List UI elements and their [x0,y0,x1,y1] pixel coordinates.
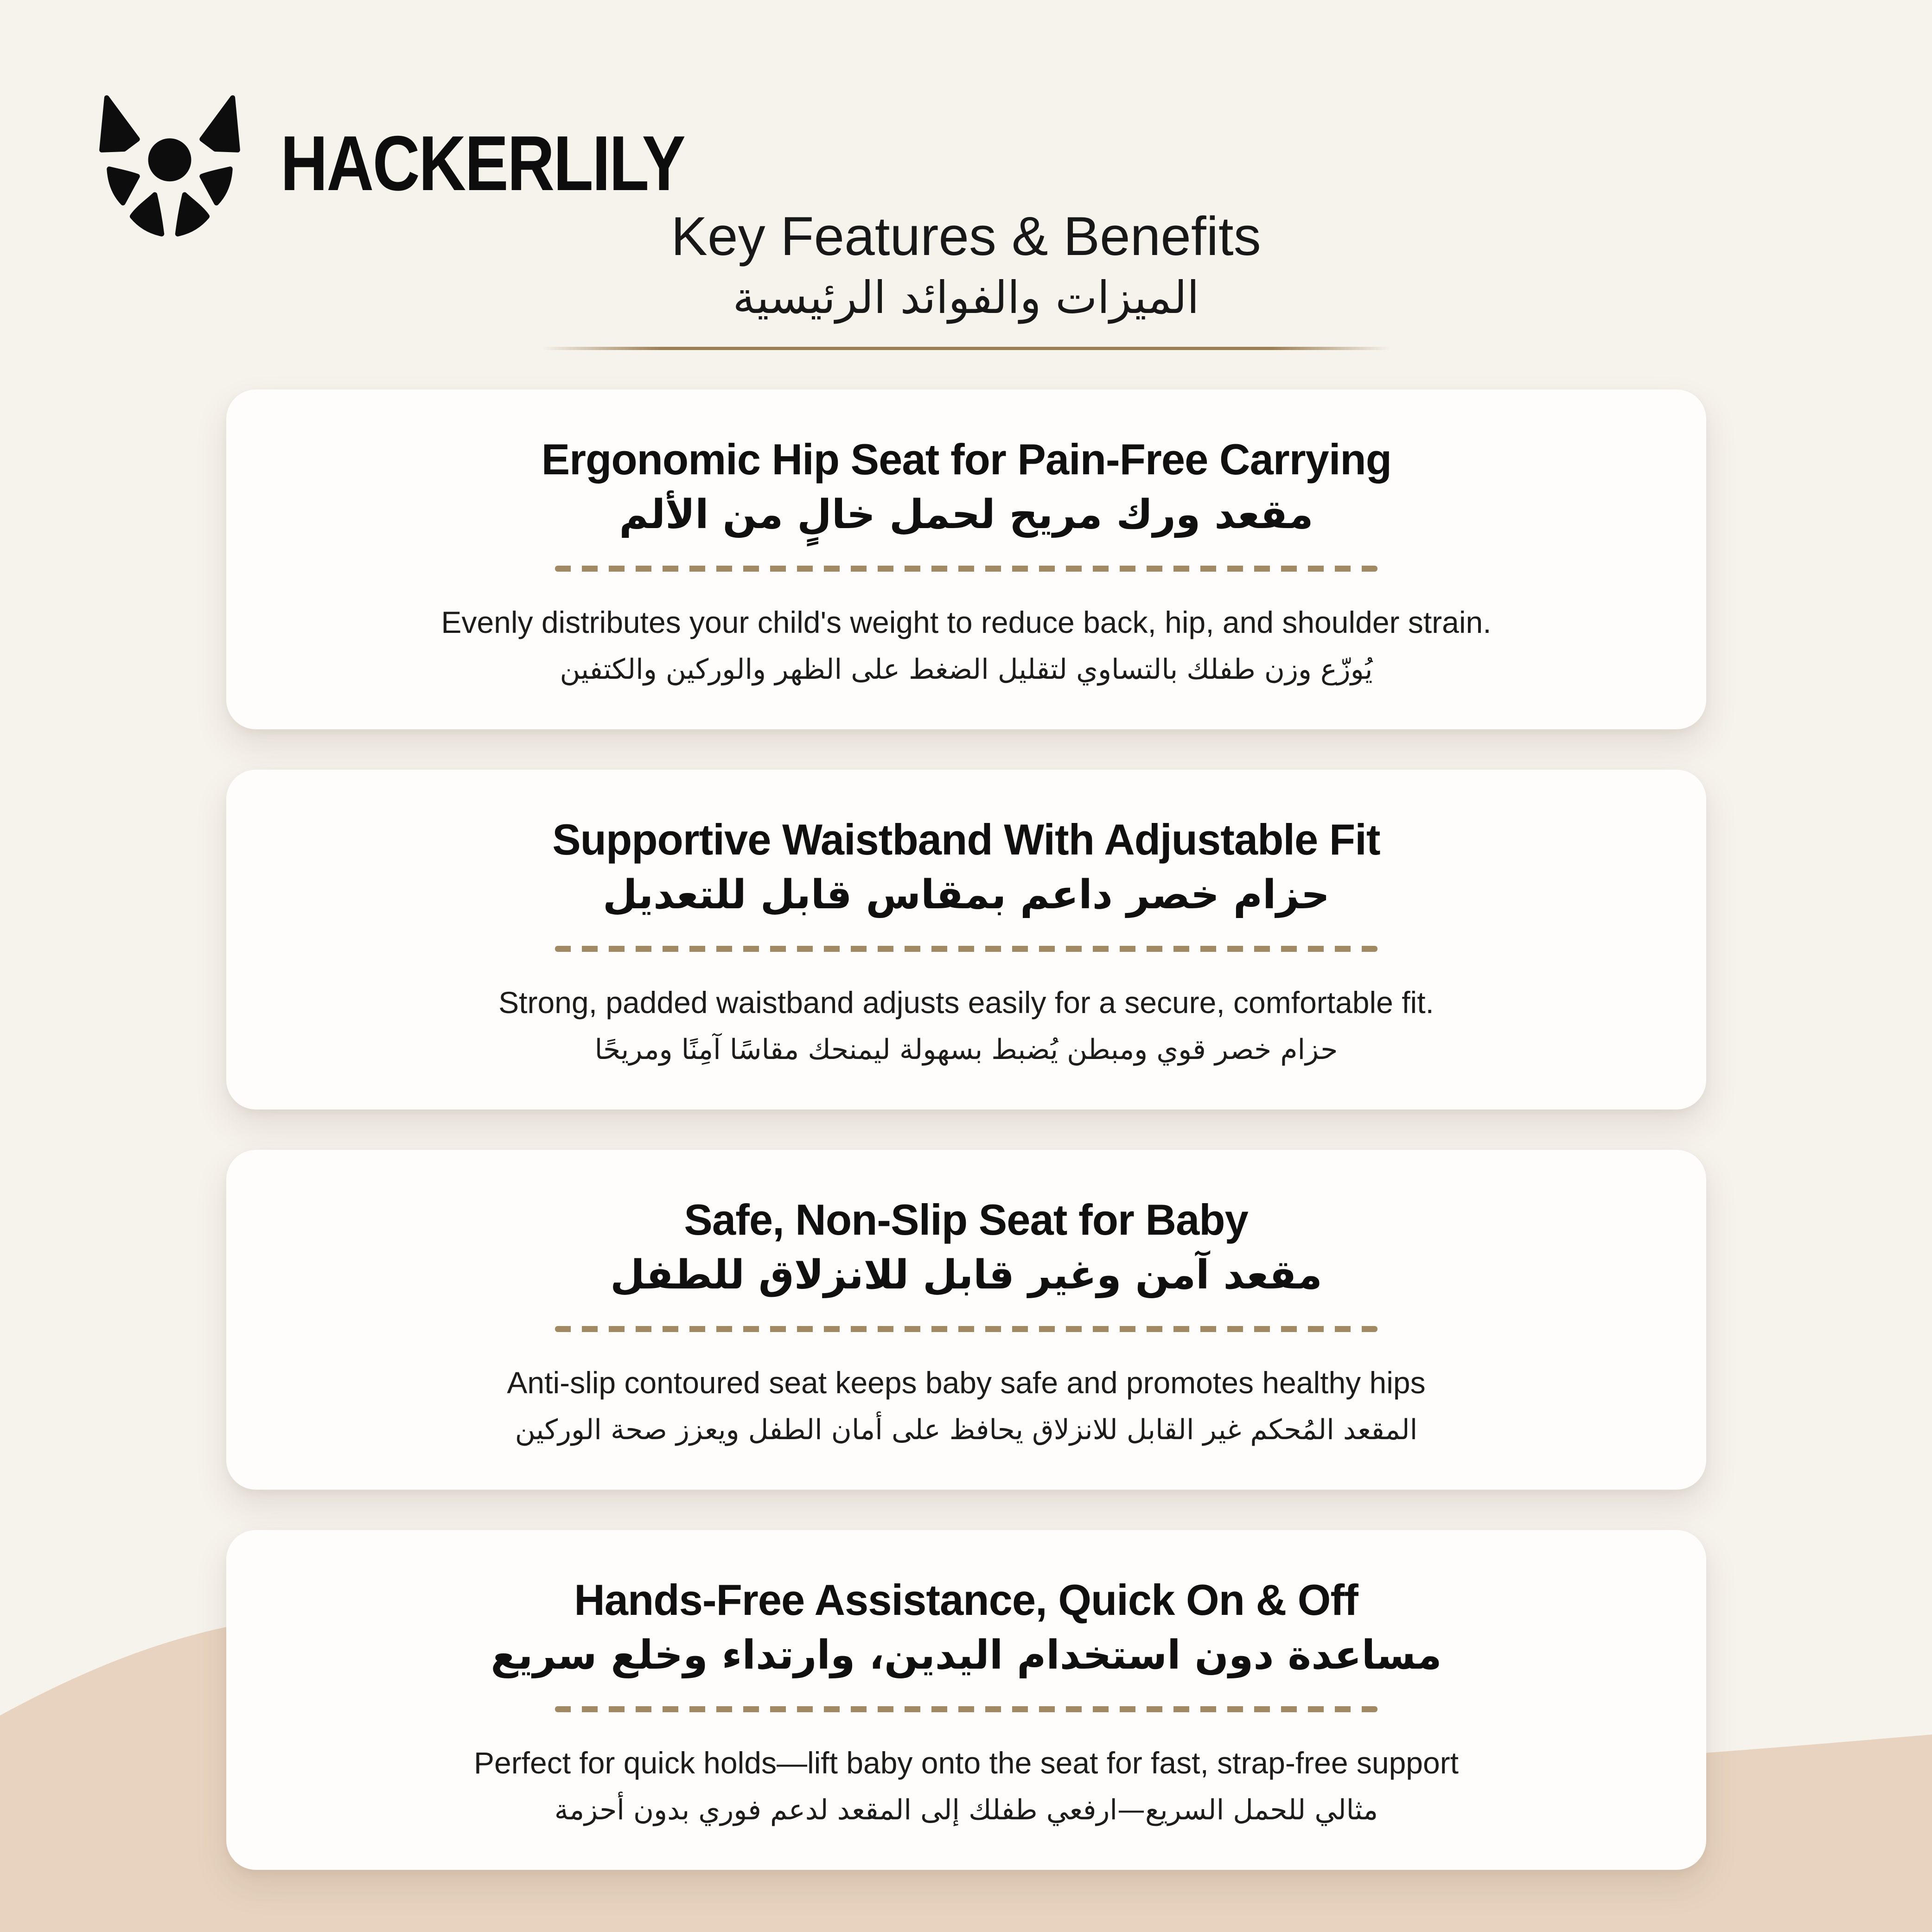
brand-wordmark: HACKERLILY [281,119,685,207]
card-title-en: Hands-Free Assistance, Quick On & Off [574,1575,1358,1624]
page-title-en: Key Features & Benefits [671,206,1261,267]
feature-card-supportive-waistband [226,770,1706,1109]
card-body-ar: حزام خصر قوي ومبطن يُضبط بسهولة ليمنحك مقاسًا آمِنًا ومريحًا [594,1033,1338,1066]
card-body-ar: مثالي للحمل السريع—ارفعي طفلك إلى المقعد لدعم فوري بدون أحزمة [554,1793,1378,1826]
card-body-en: Perfect for quick holds—lift baby onto the seat for fast, strap-free support [473,1746,1459,1780]
page-title-ar: الميزات والفوائد الرئيسية [733,272,1199,324]
card-body-en: Anti-slip contoured seat keeps baby safe and promotes healthy hips [507,1365,1426,1400]
feature-card-hands-free [226,1530,1706,1870]
dashed-divider [555,946,1377,952]
dashed-divider [555,1706,1377,1712]
feature-card-non-slip-seat [226,1150,1706,1490]
card-body-ar: المقعد المُحكم غير القابل للانزلاق يحافظ على أمان الطفل ويعزز صحة الوركين [515,1413,1418,1446]
feature-card-list [226,389,1706,1870]
card-body-en: Evenly distributes your child's weight to reduce back, hip, and shoulder strain. [441,605,1492,640]
dashed-divider [555,566,1377,572]
card-title-ar: حزام خصر داعم بمقاس قابل للتعديل [603,871,1330,918]
card-body-en: Strong, padded waistband adjusts easily for a secure, comfortable fit. [498,985,1434,1020]
card-title-ar: مقعد ورك مريح لحمل خالٍ من الألم [619,491,1314,538]
card-title-en: Safe, Non-Slip Seat for Baby [684,1195,1249,1244]
dashed-divider [555,1326,1377,1332]
title-rule-divider [542,347,1390,350]
card-title-en: Supportive Waistband With Adjustable Fit [552,815,1380,864]
card-body-ar: يُوزّع وزن طفلك بالتساوي لتقليل الضغط على الظهر والوركين والكتفين [560,653,1373,686]
card-title-en: Ergonomic Hip Seat for Pain-Free Carrying [541,435,1391,484]
card-title-ar: مقعد آمن وغير قابل للانزلاق للطفل [610,1251,1322,1298]
feature-card-ergonomic-hip-seat [226,389,1706,729]
card-title-ar: مساعدة دون استخدام اليدين، وارتداء وخلع سريع [491,1632,1442,1678]
